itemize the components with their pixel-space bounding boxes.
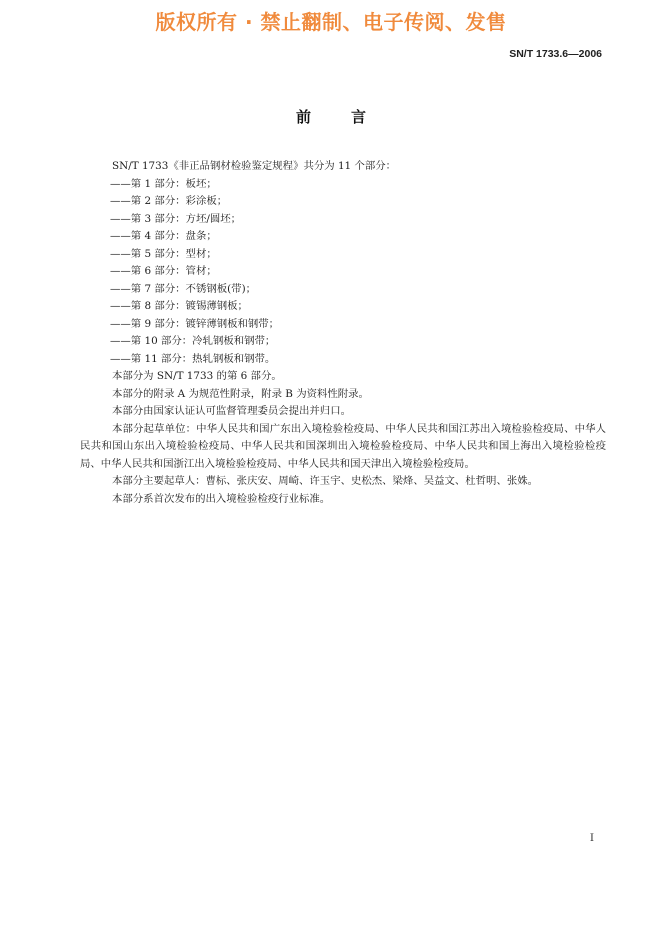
first-release-paragraph: 本部分系首次发布的出入境检验检疫行业标准。 xyxy=(112,492,331,505)
part-list-item: ——第 3 部分：方坯/圆坯； xyxy=(110,212,242,225)
part-list-item: ——第 7 部分：不锈钢板(带)； xyxy=(110,282,257,295)
drafting-units-paragraph: 本部分起草单位：中华人民共和国广东出入境检验检疫局、中华人民共和国江苏出入境检验检疫局、中华人民共和国山东出入境检验检疫局、中华人民共和国深圳出入境检验检疫局、中华人民共和国上海出入境检验检疫局、中华人民共和国浙江出入境检验检疫局、中华人民共和国天津出入境检验检疫局。 xyxy=(80,422,606,470)
drafters-paragraph: 本部分主要起草人：曹标、张庆安、周崎、许玉宇、史松杰、梁烽、吴益文、杜哲明、张姝。 xyxy=(112,475,539,487)
annex-paragraph: 本部分的附录 A 为规范性附录，附录 B 为资料性附录。 xyxy=(112,387,369,400)
intro-paragraph: SN/T 1733《非正品钢材检验鉴定规程》共分为 11 个部分： xyxy=(112,160,397,172)
part-list-item: ——第 4 部分：盘条； xyxy=(110,230,217,242)
part-list-item: ——第 11 部分：热轧钢板和钢带。 xyxy=(110,352,276,365)
standard-number: SN/T 1733.6—2006 xyxy=(509,48,602,60)
part-list-item: ——第 9 部分：镀锌薄钢板和钢带； xyxy=(110,317,280,330)
part-list-item: ——第 1 部分：板坯； xyxy=(110,177,217,190)
copyright-watermark: 版权所有 · 禁止翻制、电子传阅、发售 xyxy=(155,10,507,34)
proposed-by-paragraph: 本部分由国家认证认可监督管理委员会提出并归口。 xyxy=(112,405,351,417)
part-list-item: ——第 8 部分：镀锡薄钢板； xyxy=(110,300,248,312)
part-list-item: ——第 6 部分：管材； xyxy=(110,265,217,277)
page-number: I xyxy=(589,832,594,844)
part-list-item: ——第 10 部分：冷轧钢板和钢带； xyxy=(110,335,276,347)
foreword-body xyxy=(80,158,606,508)
part-list-item: ——第 2 部分：彩涂板； xyxy=(110,195,228,207)
part-list-item: ——第 5 部分：型材； xyxy=(110,247,217,260)
this-part-paragraph: 本部分为 SN/T 1733 的第 6 部分。 xyxy=(112,370,282,382)
page-title: 前言 xyxy=(295,108,406,126)
